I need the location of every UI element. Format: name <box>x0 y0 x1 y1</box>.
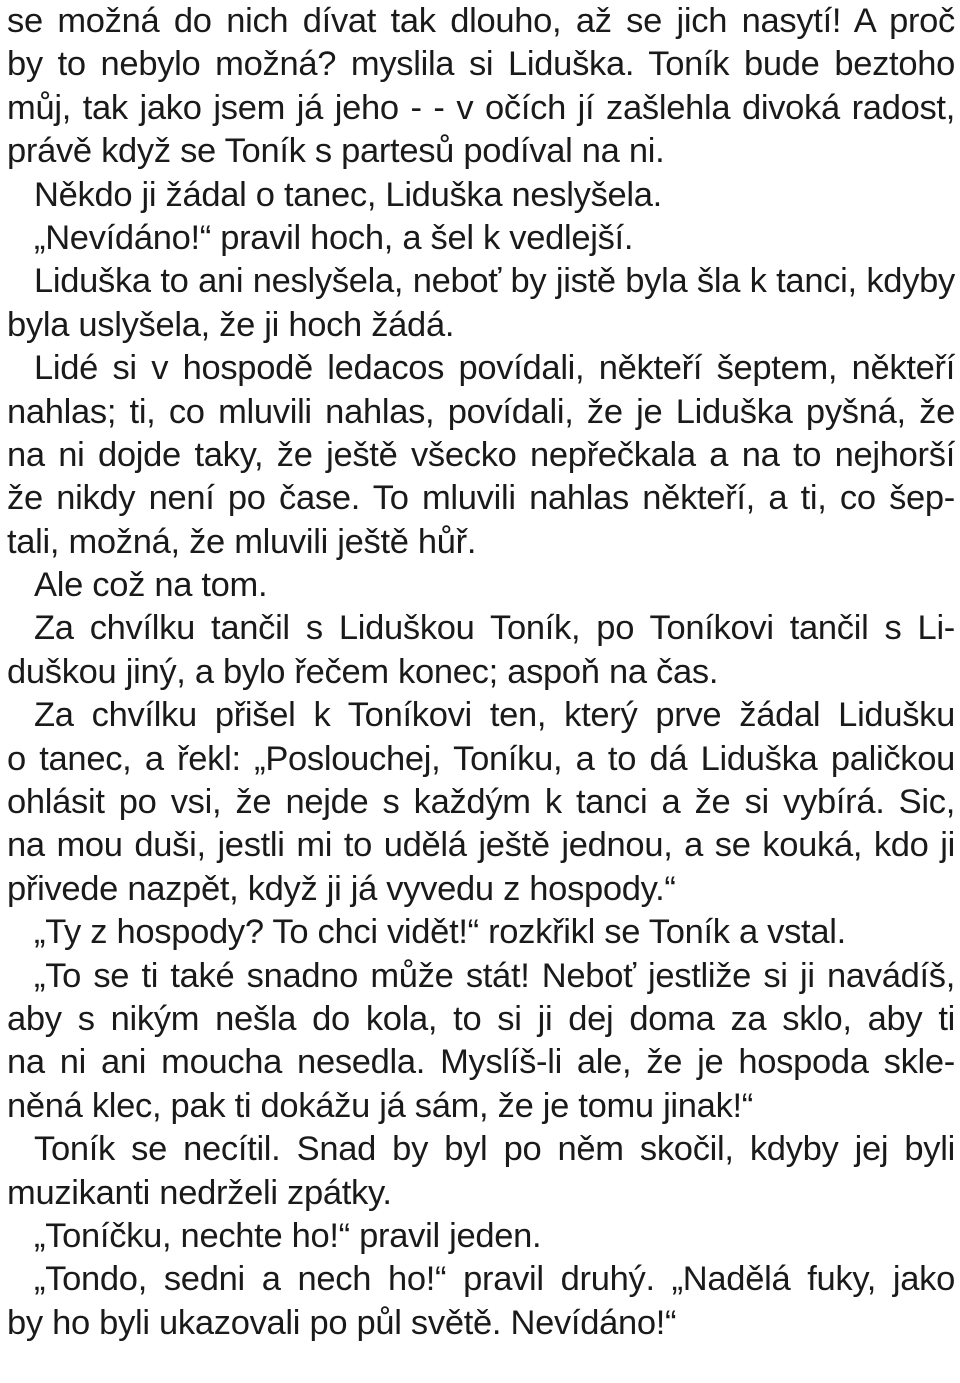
text-line: ohlásit po vsi, že nejde s každým k tanci a že si vybírá. Sic, <box>7 783 955 822</box>
document-page <box>7 0 955 1345</box>
text-line: „Ty z hospody? To chci vidět!“ rozkřikl se Toník a vstal. <box>34 913 846 952</box>
text-line: byla uslyšela, že ji hoch žádá. <box>7 305 455 344</box>
text-line: Ale což na tom. <box>34 566 268 605</box>
text-line: na mou duši, jestli mi to udělá ještě jednou, a se kouká, kdo ji <box>7 826 955 865</box>
text-line: právě když se Toník s partesů podíval na ni. <box>7 132 665 171</box>
text-line: „Tondo, sedni a nech ho!“ pravil druhý. „Nadělá fuky, jako <box>34 1260 955 1299</box>
text-line: by ho byli ukazovali po půl světě. Nevídáno!“ <box>7 1303 677 1342</box>
text-line: muzikanti nedrželi zpátky. <box>7 1173 392 1212</box>
text-line: o tanec, a řekl: „Poslouchej, Toníku, a to dá Liduška paličkou <box>7 739 955 778</box>
text-line: Za chvílku tančil s Liduškou Toník, po Toníkovi tančil s Li- <box>34 609 955 648</box>
text-line: aby s nikým nešla do kola, to si ji dej doma za sklo, aby ti <box>7 999 955 1038</box>
text-line: nahlas; ti, co mluvili nahlas, povídali, že je Liduška pyšná, že <box>7 392 955 431</box>
text-line: na ni dojde taky, že ještě všecko nepřečkala a na to nejhorší <box>7 435 955 474</box>
text-line: Liduška to ani neslyšela, neboť by jistě byla šla k tanci, kdyby <box>34 262 955 301</box>
text-line: Někdo ji žádal o tanec, Liduška neslyšela. <box>34 175 662 214</box>
text-line: na ni ani moucha nesedla. Myslíš-li ale, že je hospoda skle- <box>7 1043 955 1082</box>
text-line: Lidé si v hospodě ledacos povídali, někteří šeptem, někteří <box>34 349 955 388</box>
text-line: se možná do nich dívat tak dlouho, až se jich nasytí! A proč <box>7 2 955 40</box>
text-line: něná klec, pak ti dokážu já sám, že je tomu jinak!“ <box>7 1086 753 1125</box>
text-line: Toník se necítil. Snad by byl po něm skočil, kdyby jej byli <box>34 1130 955 1169</box>
text-line: Za chvílku přišel k Toníkovi ten, který prve žádal Lidušku <box>34 696 955 735</box>
text-line: by to nebylo možná? myslila si Liduška. Toník bude beztoho <box>7 45 955 84</box>
text-line: duškou jiný, a bylo řečem konec; aspoň na čas. <box>7 652 719 691</box>
text-line: „Nevídáno!“ pravil hoch, a šel k vedlejší. <box>34 218 634 257</box>
text-line: „Toníčku, nechte ho!“ pravil jeden. <box>34 1216 542 1255</box>
text-line: přivede nazpět, když ji já vyvedu z hospody.“ <box>7 869 676 908</box>
text-line: tali, možná, že mluvili ještě hůř. <box>7 522 477 561</box>
text-line: že nikdy není po čase. To mluvili nahlas někteří, a ti, co šep- <box>7 479 955 518</box>
text-line: „To se ti také snadno může stát! Neboť jestliže si ji navádíš, <box>34 956 955 995</box>
text-line: můj, tak jako jsem já jeho - - v očích jí zašlehla divoká radost, <box>7 88 955 127</box>
